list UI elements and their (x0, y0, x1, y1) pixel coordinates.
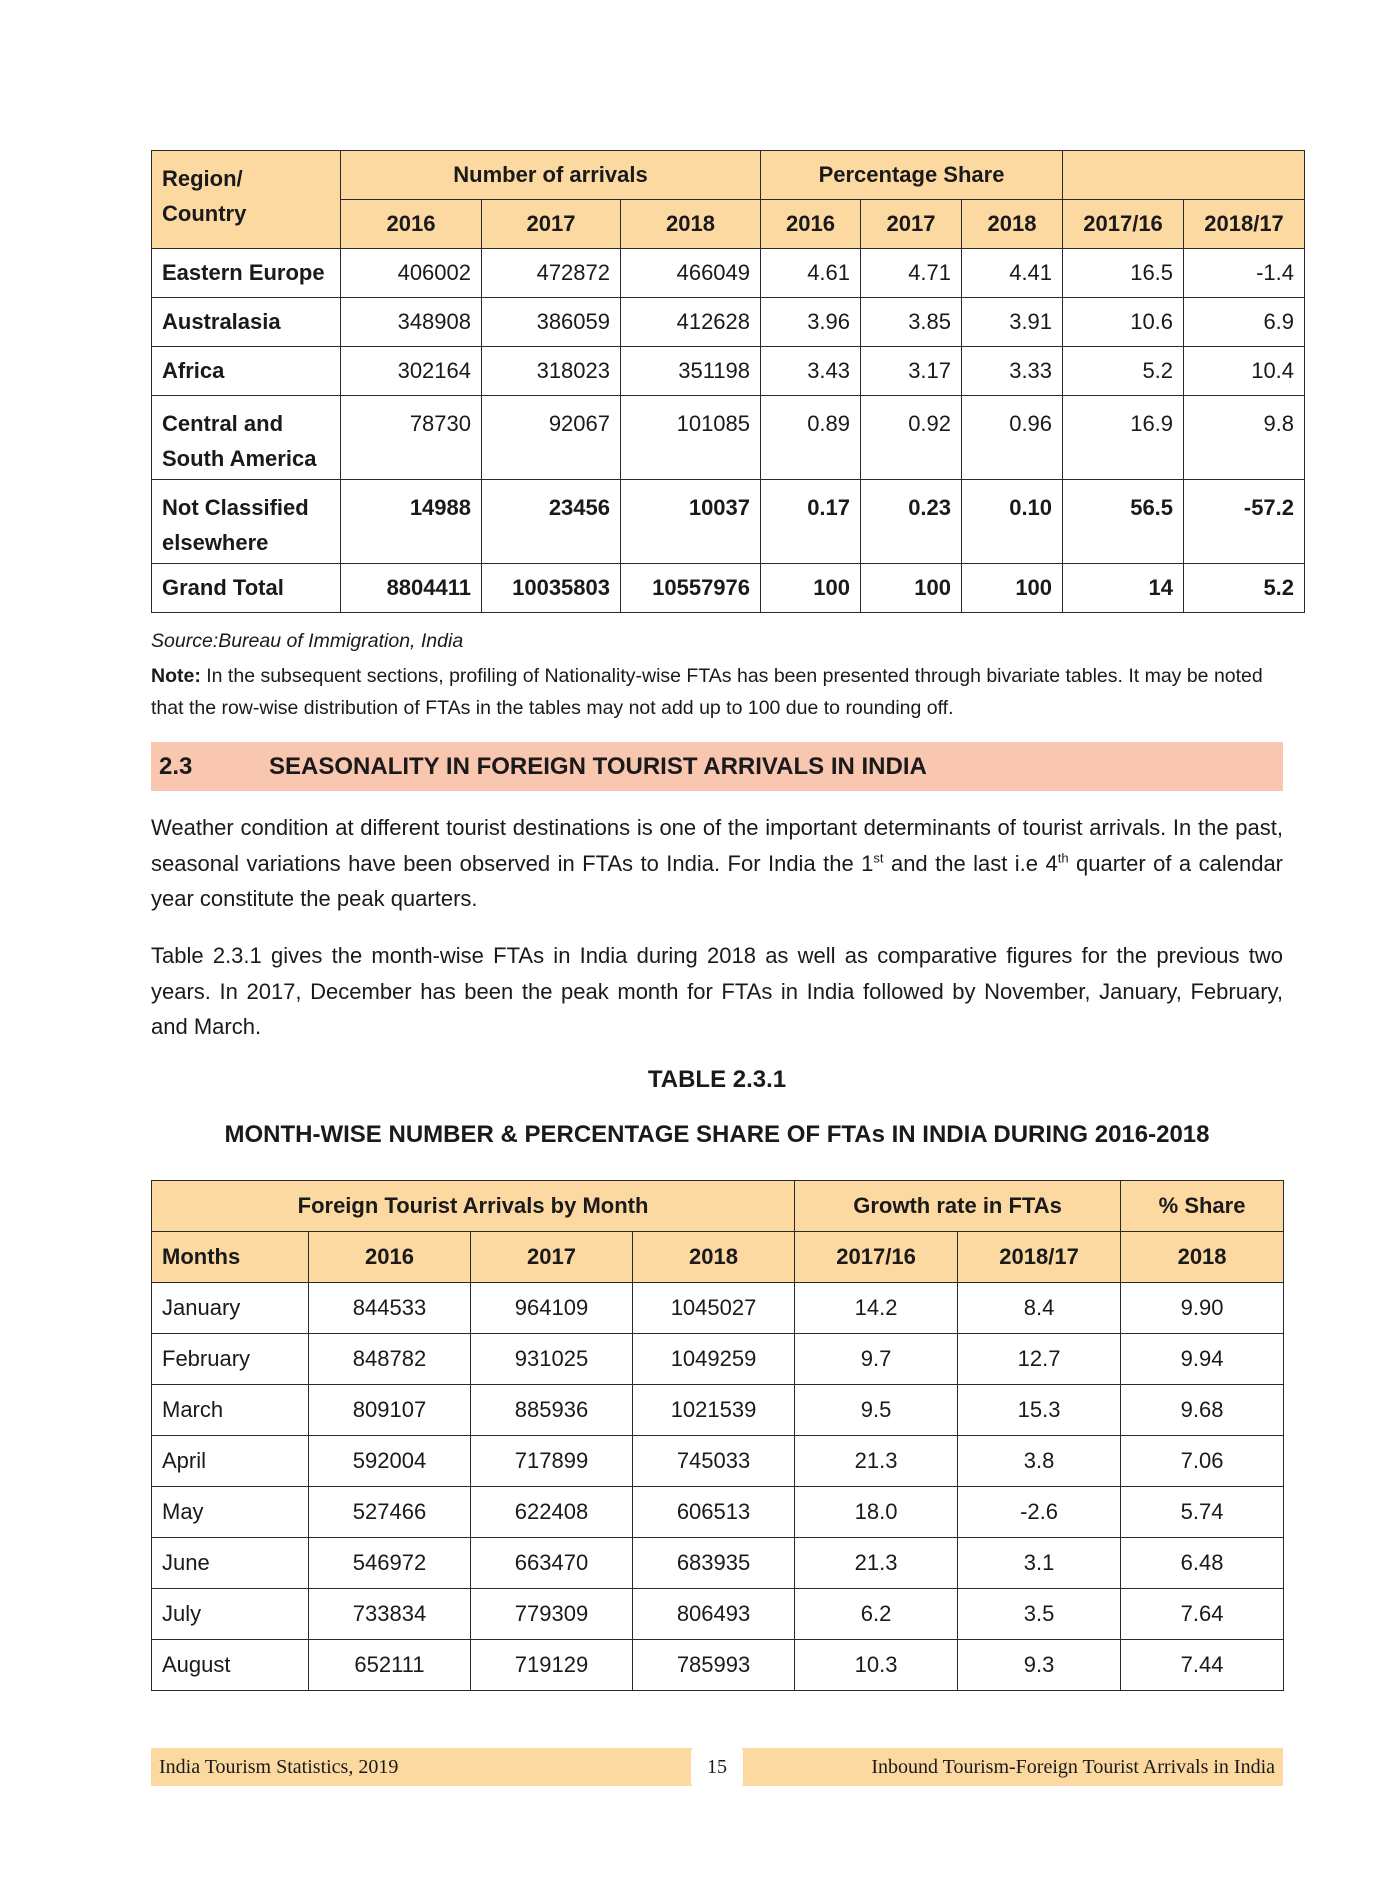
cell: 21.3 (795, 1436, 958, 1487)
row-label: Africa (152, 347, 341, 396)
cell: 348908 (341, 298, 482, 347)
cell: 606513 (633, 1487, 795, 1538)
cell: 719129 (471, 1640, 633, 1691)
cell: 10.3 (795, 1640, 958, 1691)
cell: 0.92 (861, 396, 962, 480)
cell: 5.2 (1063, 347, 1184, 396)
superscript: st (873, 850, 884, 866)
cell: 527466 (309, 1487, 471, 1538)
cell: 14988 (341, 480, 482, 564)
paragraph (151, 810, 1283, 917)
cell: 78730 (341, 396, 482, 480)
grand-total-row (152, 564, 1305, 613)
cell: 848782 (309, 1334, 471, 1385)
year-header: 2016 (761, 200, 861, 249)
year-header: 2017 (861, 200, 962, 249)
paragraph-text: quarter of a calendar year constitute the peak quarters. (151, 850, 1284, 911)
cell: 92067 (482, 396, 621, 480)
cell: 0.96 (962, 396, 1063, 480)
cell: 386059 (482, 298, 621, 347)
cell: 3.96 (761, 298, 861, 347)
cell: 3.33 (962, 347, 1063, 396)
cell: 3.17 (861, 347, 962, 396)
source-note: Source:Bureau of Immigration, India (151, 630, 464, 652)
cell: 9.8 (1184, 396, 1305, 480)
row-label: Australasia (152, 298, 341, 347)
cell: 663470 (471, 1538, 633, 1589)
cell: -2.6 (958, 1487, 1121, 1538)
cell: 6.9 (1184, 298, 1305, 347)
cell: 100 (962, 564, 1063, 613)
paragraph-text: Weather condition at different tourist destinations is one of the important determinants of tourist arrivals. In the past, seasonal variations have been observed in FTAs to India. For India the 1 (151, 815, 1283, 876)
year-header: 2018 (621, 200, 761, 249)
cell: 779309 (471, 1589, 633, 1640)
table-row (152, 1283, 1284, 1334)
cell: 785993 (633, 1640, 795, 1691)
table-row (152, 1385, 1284, 1436)
cell: 3.91 (962, 298, 1063, 347)
cell: 9.3 (958, 1640, 1121, 1691)
cell: -57.2 (1184, 480, 1305, 564)
table-row (152, 249, 1305, 298)
cell: 0.89 (761, 396, 861, 480)
year-header: 2017/16 (1063, 200, 1184, 249)
cell: 733834 (309, 1589, 471, 1640)
cell: 10557976 (621, 564, 761, 613)
note-label: Note: (151, 665, 201, 687)
table-row (152, 1487, 1284, 1538)
month-label: July (152, 1589, 309, 1640)
paragraph: Table 2.3.1 gives the month-wise FTAs in India during 2018 as well as comparative figures for the previous two years. In 2017, December has been the peak month for FTAs in India followed by November, January, February, and March. (151, 943, 1283, 1039)
cell: 1021539 (633, 1385, 795, 1436)
table-row (152, 480, 1305, 564)
cell: 9.90 (1121, 1283, 1284, 1334)
cell: 15.3 (958, 1385, 1121, 1436)
column-header: 2016 (309, 1232, 471, 1283)
cell: 3.85 (861, 298, 962, 347)
cell: 3.5 (958, 1589, 1121, 1640)
table-row (152, 347, 1305, 396)
cell: 885936 (471, 1385, 633, 1436)
cell: 0.10 (962, 480, 1063, 564)
month-label: April (152, 1436, 309, 1487)
cell: 546972 (309, 1538, 471, 1589)
cell: 466049 (621, 249, 761, 298)
cell: 717899 (471, 1436, 633, 1487)
row-label: Eastern Europe (152, 249, 341, 298)
cell: 592004 (309, 1436, 471, 1487)
month-label: August (152, 1640, 309, 1691)
table-row (152, 396, 1305, 480)
arrivals-group-header: Number of arrivals (341, 151, 761, 200)
note-text (151, 660, 1283, 724)
column-header: 2018/17 (958, 1232, 1121, 1283)
cell: 806493 (633, 1589, 795, 1640)
cell: 21.3 (795, 1538, 958, 1589)
cell: 9.68 (1121, 1385, 1284, 1436)
cell: 931025 (471, 1334, 633, 1385)
month-label: February (152, 1334, 309, 1385)
cell: 964109 (471, 1283, 633, 1334)
cell: 472872 (482, 249, 621, 298)
cell: 23456 (482, 480, 621, 564)
cell: 652111 (309, 1640, 471, 1691)
cell: 745033 (633, 1436, 795, 1487)
section-title: SEASONALITY IN FOREIGN TOURIST ARRIVALS IN INDIA (269, 752, 927, 780)
row-label: Grand Total (152, 564, 341, 613)
growth-group-header: Growth rate in FTAs (795, 1181, 1121, 1232)
cell: 10035803 (482, 564, 621, 613)
year-header: 2018 (962, 200, 1063, 249)
cell: 16.5 (1063, 249, 1184, 298)
cell: 318023 (482, 347, 621, 396)
cell: 351198 (621, 347, 761, 396)
cell: 5.74 (1121, 1487, 1284, 1538)
cell: 0.17 (761, 480, 861, 564)
cell: 9.7 (795, 1334, 958, 1385)
months-header: Months (152, 1232, 309, 1283)
cell: 7.06 (1121, 1436, 1284, 1487)
cell: 14.2 (795, 1283, 958, 1334)
column-header: 2017 (471, 1232, 633, 1283)
month-label: March (152, 1385, 309, 1436)
month-label: May (152, 1487, 309, 1538)
footer-left: India Tourism Statistics, 2019 (159, 1755, 399, 1778)
cell: 18.0 (795, 1487, 958, 1538)
note-body: In the subsequent sections, profiling of Nationality-wise FTAs has been presented through bivariate tables. It may be noted that the row-wise distribution of FTAs in the tables may not add up to 100 due to rounding off. (151, 665, 1263, 719)
cell: 8.4 (958, 1283, 1121, 1334)
region-header: Region/ Country (152, 151, 341, 249)
cell: 0.23 (861, 480, 962, 564)
cell: 1045027 (633, 1283, 795, 1334)
growth-group-header (1063, 151, 1305, 200)
row-label: Not Classified elsewhere (152, 480, 341, 564)
cell: 6.2 (795, 1589, 958, 1640)
cell: 844533 (309, 1283, 471, 1334)
table-title: MONTH-WISE NUMBER & PERCENTAGE SHARE OF FTAs IN INDIA DURING 2016-2018 (224, 1121, 1210, 1148)
table-row (152, 298, 1305, 347)
cell: 1049259 (633, 1334, 795, 1385)
cell: 622408 (471, 1487, 633, 1538)
year-header: 2016 (341, 200, 482, 249)
column-header: 2018 (1121, 1232, 1284, 1283)
cell: 9.94 (1121, 1334, 1284, 1385)
table-number: TABLE 2.3.1 (647, 1066, 787, 1093)
cell: -1.4 (1184, 249, 1305, 298)
row-label: Central and South America (152, 396, 341, 480)
cell: 302164 (341, 347, 482, 396)
cell: 14 (1063, 564, 1184, 613)
cell: 100 (861, 564, 962, 613)
section-heading (151, 742, 1283, 791)
cell: 4.41 (962, 249, 1063, 298)
cell: 10.6 (1063, 298, 1184, 347)
cell: 406002 (341, 249, 482, 298)
cell: 16.9 (1063, 396, 1184, 480)
cell: 9.5 (795, 1385, 958, 1436)
cell: 10037 (621, 480, 761, 564)
table-row (152, 1538, 1284, 1589)
year-header: 2017 (482, 200, 621, 249)
cell: 3.43 (761, 347, 861, 396)
share-group-header: Percentage Share (761, 151, 1063, 200)
cell: 412628 (621, 298, 761, 347)
cell: 56.5 (1063, 480, 1184, 564)
section-number: 2.3 (159, 752, 193, 780)
page-footer (151, 1748, 1283, 1786)
cell: 683935 (633, 1538, 795, 1589)
cell: 3.8 (958, 1436, 1121, 1487)
month-wise-table (151, 1180, 1284, 1691)
table-row (152, 1436, 1284, 1487)
region-arrivals-table (151, 150, 1305, 613)
cell: 5.2 (1184, 564, 1305, 613)
table-row (152, 1589, 1284, 1640)
cell: 3.1 (958, 1538, 1121, 1589)
cell: 12.7 (958, 1334, 1121, 1385)
cell: 8804411 (341, 564, 482, 613)
cell: 7.44 (1121, 1640, 1284, 1691)
cell: 10.4 (1184, 347, 1305, 396)
year-header: 2018/17 (1184, 200, 1305, 249)
cell: 4.71 (861, 249, 962, 298)
table-row (152, 1640, 1284, 1691)
footer-right: Inbound Tourism-Foreign Tourist Arrivals in India (871, 1755, 1275, 1778)
share-group-header: % Share (1121, 1181, 1284, 1232)
cell: 100 (761, 564, 861, 613)
cell: 809107 (309, 1385, 471, 1436)
cell: 6.48 (1121, 1538, 1284, 1589)
cell: 7.64 (1121, 1589, 1284, 1640)
column-header: 2018 (633, 1232, 795, 1283)
month-label: January (152, 1283, 309, 1334)
column-header: 2017/16 (795, 1232, 958, 1283)
fta-group-header: Foreign Tourist Arrivals by Month (152, 1181, 795, 1232)
month-label: June (152, 1538, 309, 1589)
cell: 4.61 (761, 249, 861, 298)
paragraph-text: and the last i.e 4 (883, 850, 1058, 876)
cell: 101085 (621, 396, 761, 480)
table-row (152, 1334, 1284, 1385)
page-number: 15 (691, 1746, 743, 1788)
superscript: th (1057, 850, 1069, 866)
